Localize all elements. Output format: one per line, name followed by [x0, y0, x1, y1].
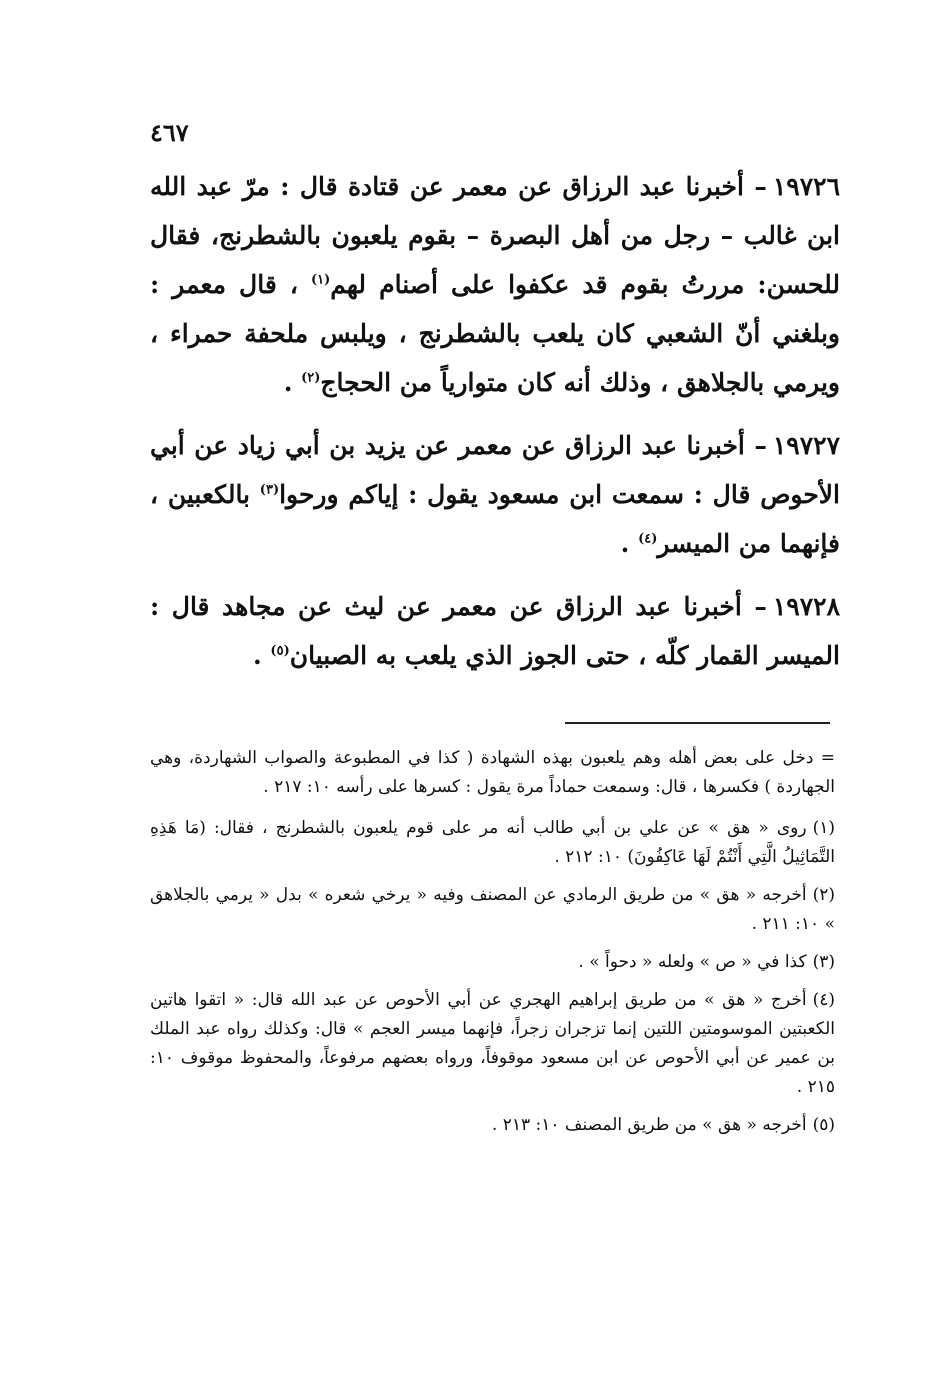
- footnote-continuation: = دخل على بعض أهله وهم يلعبون بهذه الشهادة ( كذا في المطبوعة والصواب الشهاردة، وهي الجهاردة ) فكسرها ، قال: وسمعت حماداً مرة يقول : كسرها على رأسه ١٠: ٢١٧ .: [150, 748, 835, 797]
- footnote-text: أخرجه « هق » من طريق الرمادي عن المصنف وفيه « يرخي شعره » بدل « يرمي بالجلاهق » ١٠: ٢١١ .: [150, 885, 835, 934]
- footnote-item: [150, 1111, 835, 1140]
- footnote-item: [150, 814, 835, 872]
- footnote-text: أخرج « هق » من طريق إبراهيم الهجري عن أبي الأحوص عن عبد الله قال: « اتقوا هاتين الكعبتين الموسومتين اللتين إنما تزجران زجراً، فإنهما ميسر العجم » قال: وكذلك رواه عبد الملك بن عمير عن أبي الأحوص عن ابن مسعود موقوفاً، ورواه بعضهم مرفوعاً، والمحفوظ موقوف ١٠: ٢١٥ .: [150, 990, 835, 1097]
- footnote-item: [150, 986, 835, 1102]
- hadith-text: .: [283, 368, 302, 397]
- hadith-text: بالكعبين ، فإنهما من الميسر: [150, 480, 840, 558]
- footnote-marker: (٣): [812, 952, 835, 972]
- footnote-divider: [565, 722, 830, 724]
- footnote-ref: (٥): [270, 643, 290, 659]
- hadith-number: ١٩٧٢٦: [772, 172, 840, 201]
- footnote-text: أخرجه « هق » من طريق المصنف ١٠: ٢١٣ .: [491, 1115, 807, 1135]
- footnote-marker: (٥): [812, 1115, 835, 1135]
- footnote-text: روى « هق » عن علي بن أبي طالب أنه مر على قوم يلعبون بالشطرنج ، فقال: (مَا هَذِهِ التَّمَاثِيلُ الَّتِي أَنْتُمْ لَهَا عَاكِفُونَ) ١٠: ٢١٢ .: [150, 818, 835, 867]
- footnote-text: كذا في « ص » ولعله « دحواً » .: [578, 952, 807, 972]
- hadith-paragraph: [150, 421, 840, 568]
- hadith-text: .: [253, 641, 271, 670]
- hadith-paragraph: [150, 162, 840, 407]
- hadith-text: ، قال معمر : وبلغني أنّ الشعبي كان يلعب بالشطرنج ، ويلبس ملحفة حمراء ، ويرمي بالجلاهق ، وذلك أنه كان متوارياً من الحجاج: [150, 270, 840, 397]
- hadith-text: – أخبرنا عبد الرزاق عن معمر عن يزيد بن أبي زياد عن أبي الأحوص قال : سمعت ابن مسعود يقول : إياكم ورحوا: [150, 431, 840, 509]
- footnote-marker: (٤): [812, 990, 835, 1010]
- footnote-ref: (١): [310, 272, 331, 288]
- footnote-ref: (٤): [638, 531, 658, 547]
- hadith-paragraph: [150, 582, 840, 680]
- footnote-marker: (١): [812, 818, 835, 838]
- footnote-ref: (٢): [301, 370, 321, 386]
- main-text: [150, 162, 840, 694]
- hadith-text: – أخبرنا عبد الرزاق عن معمر عن قتادة قال : مرّ عبد الله ابن غالب – رجل من أهل البصرة – بقوم يلعبون بالشطرنج، فقال للحسن: مررتُ بقوم قد عكفوا على أصنام لهم: [150, 172, 840, 299]
- hadith-text: .: [620, 529, 639, 558]
- footnote-item: [150, 881, 835, 939]
- hadith-number: ١٩٧٢٧: [772, 431, 840, 460]
- footnote-item: [150, 948, 835, 977]
- footnotes: [150, 744, 835, 1149]
- hadith-number: ١٩٧٢٨: [772, 592, 840, 621]
- footnote-ref: (٣): [259, 482, 280, 498]
- hadith-text: – أخبرنا عبد الرزاق عن معمر عن ليث عن مجاهد قال : الميسر القمار كلّه ، حتى الجوز الذي يلعب به الصبيان: [150, 592, 840, 670]
- footnote-marker: (٢): [812, 885, 835, 905]
- page-number: ٤٦٧: [150, 118, 189, 147]
